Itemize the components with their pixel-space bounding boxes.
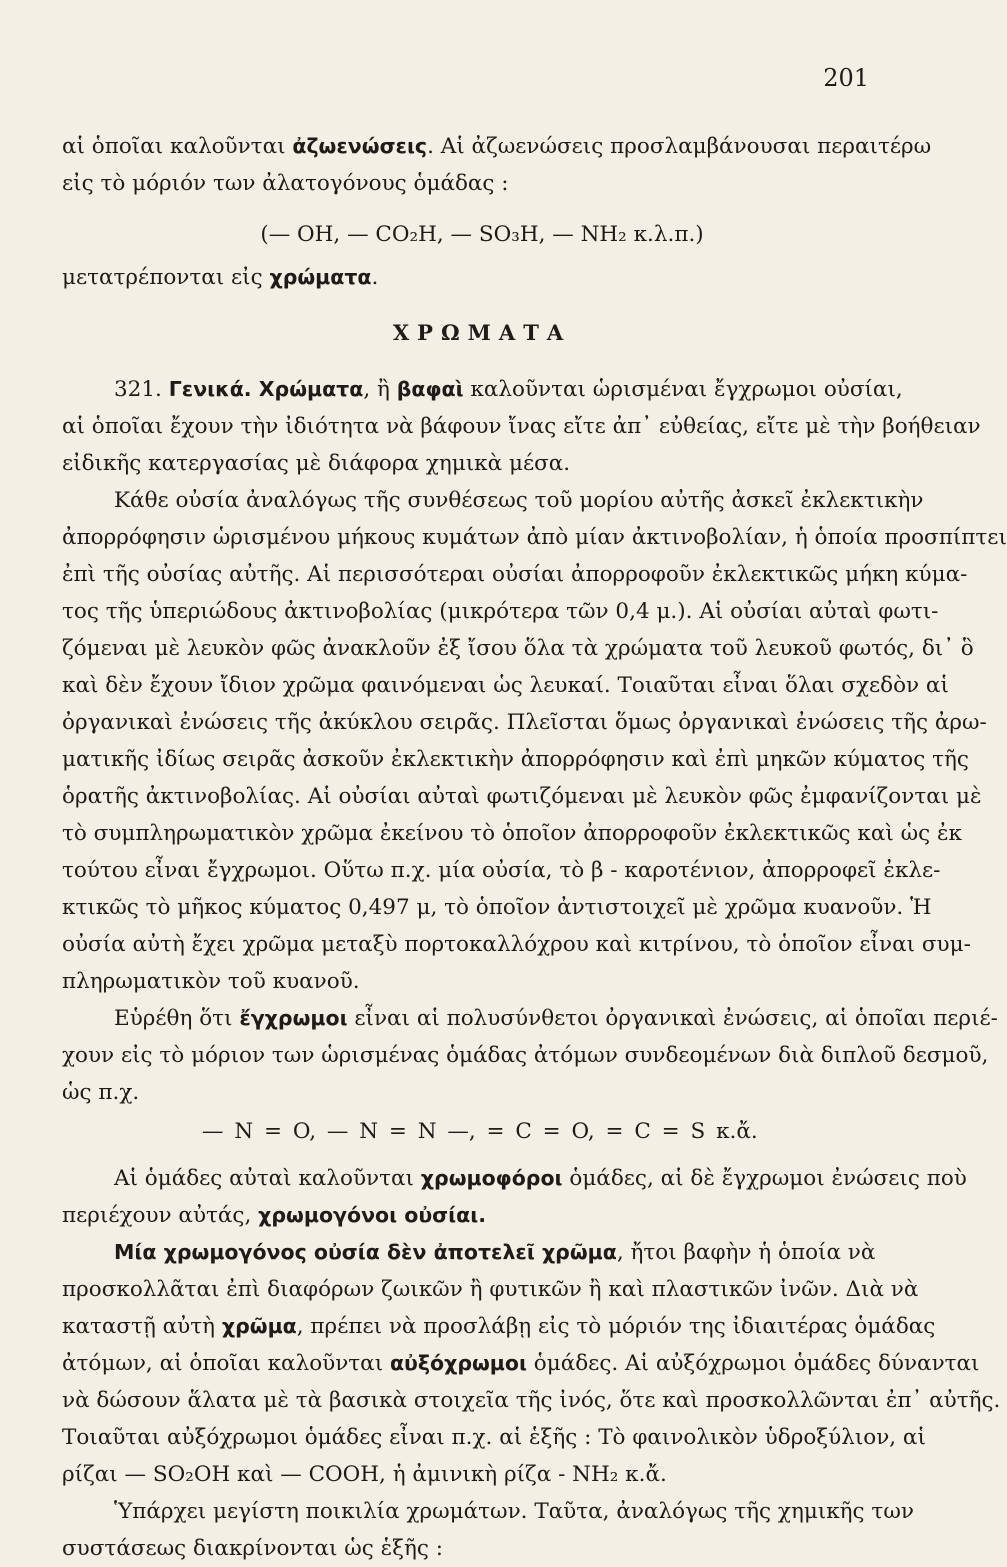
text-run: προσκολλᾶται ἐπὶ διαφόρων ζωικῶν ἢ φυτικῶν ἢ καὶ πλαστικῶν ἰνῶν. Διὰ νὰ xyxy=(62,1277,919,1302)
text-run: ὁμάδες, αἱ δὲ ἔγχρωμοι ἐνώσεις ποὺ xyxy=(562,1166,967,1191)
text-line xyxy=(62,667,949,704)
text-run: καλοῦνται ὡρισμέναι ἔγχρωμοι οὐσίαι, xyxy=(463,377,903,402)
text-run: . xyxy=(371,265,379,290)
text-run: Ὑπάρχει μεγίστη ποικιλία χρωμάτων. Ταῦτα, ἀναλόγως τῆς χημικῆς των xyxy=(114,1499,914,1524)
text-run: ΧΡΩΜΑΤΑ xyxy=(392,320,572,345)
text-line xyxy=(62,630,974,667)
text-run: εἶναι αἱ πολυσύνθετοι ὀργανικαὶ ἐνώσεις, αἱ ὁποῖαι περιέ- xyxy=(347,1006,998,1031)
text-run: Αἱ ὁμάδες αὐταὶ καλοῦνται xyxy=(114,1166,421,1191)
text-line xyxy=(62,926,971,963)
text-run: περιέχουν αὐτάς, xyxy=(62,1203,259,1228)
text-line xyxy=(62,741,969,778)
text-line xyxy=(62,778,982,815)
text-run: , ἤτοι βαφὴν ἡ ὁποία νὰ xyxy=(616,1240,876,1265)
text-run: καὶ δὲν ἔχουν ἴδιον χρῶμα φαινόμεναι ὡς λευκαί. Τοιαῦται εἶναι ὅλαι σχεδὸν αἱ xyxy=(62,673,949,698)
text-line xyxy=(62,1308,936,1345)
text-line xyxy=(62,1197,902,1234)
text-run: , ἢ xyxy=(363,377,397,402)
text-line xyxy=(62,128,932,165)
bold-term: βαφαὶ xyxy=(396,377,464,401)
text-run: — N = O, — N = N —, = C = O, = C = S κ.ἄ. xyxy=(202,1119,758,1144)
text-run: ματικῆς ἰδίως σειρᾶς ἀσκοῦν ἐκλεκτικὴν ἀπορρόφησιν καὶ ἐπὶ μηκῶν κύματος τῆς xyxy=(62,747,969,772)
text-run: Κάθε οὐσία ἀναλόγως τῆς συνθέσεως τοῦ μορίου αὐτῆς ἀσκεῖ ἐκλεκτικὴν xyxy=(114,488,924,513)
text-run: αἱ ὁποῖαι ἔχουν τὴν ἰδιότητα νὰ βάφουν ἴνας εἴτε ἀπ᾽ εὐθείας, εἴτε μὲ τὴν βοήθειαν xyxy=(62,414,981,439)
text-line xyxy=(62,852,941,889)
text-run: μετατρέπονται εἰς xyxy=(62,265,270,290)
text-line xyxy=(62,1234,902,1271)
text-line xyxy=(62,815,962,852)
body-text xyxy=(62,128,1007,1567)
page-number: 201 xyxy=(823,64,869,92)
text-run: αἱ ὁποῖαι καλοῦνται xyxy=(62,134,293,159)
bold-term: Γενικά. Χρώματα xyxy=(168,377,364,401)
bold-term: αὐξόχρωμοι xyxy=(389,1351,527,1375)
text-run: ὁμάδες. Αἱ αὐξόχρωμοι ὁμάδες δύνανται xyxy=(526,1351,980,1376)
text-line xyxy=(62,1074,902,1111)
text-line xyxy=(62,408,981,445)
text-line xyxy=(62,1160,967,1197)
text-run: ὡς π.χ. xyxy=(62,1080,140,1105)
text-line xyxy=(62,889,932,926)
text-run: 321. xyxy=(114,377,169,402)
text-run: εἰδικῆς κατεργασίας μὲ διάφορα χημικὰ μέσα. xyxy=(62,451,571,476)
bold-term: ἀζωενώσεις xyxy=(292,134,428,158)
text-line xyxy=(62,1271,919,1308)
text-run: χουν εἰς τὸ μόριον των ὡρισμένας ὁμάδας ἀτόμων συνδεομένων διὰ διπλοῦ δεσμοῦ, xyxy=(62,1043,989,1068)
text-line xyxy=(62,556,968,593)
text-line xyxy=(62,1419,926,1456)
bold-term: χρωμογόνοι οὐσίαι. xyxy=(258,1203,486,1227)
text-line xyxy=(62,445,902,482)
text-line xyxy=(62,1493,914,1530)
text-run: ἀτόμων, αἱ ὁποῖαι καλοῦνται xyxy=(62,1351,390,1376)
text-line xyxy=(62,259,902,296)
text-run: τὸ συμπληρωματικὸν χρῶμα ἐκείνου τὸ ὁποῖον ἀπορροφοῦν ἐκλεκτικῶς καὶ ὡς ἐκ xyxy=(62,821,962,846)
text-run: καταστῇ αὐτὴ xyxy=(62,1314,222,1339)
text-run: Τοιαῦται αὐξόχρωμοι ὁμάδες εἶναι π.χ. αἱ ἑξῆς : Τὸ φαινολικὸν ὑδροξύλιον, αἱ xyxy=(62,1425,926,1450)
text-line xyxy=(62,371,902,408)
text-run: τούτου εἶναι ἔγχρωμοι. Οὕτω π.χ. μία οὐσία, τὸ β - καροτένιον, ἀπορροφεῖ ἐκλε- xyxy=(62,858,941,883)
text-run: ζόμεναι μὲ λευκὸν φῶς ἀνακλοῦν ἐξ ἴσου ὅλα τὰ χρώματα τοῦ λευκοῦ φωτός, δι᾽ ὃ xyxy=(62,636,974,661)
text-run: ὀργανικαὶ ἐνώσεις τῆς ἀκύκλου σειρᾶς. Πλεῖσται ὅμως ὀργανικαὶ ἐνώσεις τῆς ἀρω- xyxy=(62,710,987,735)
text-run: . Αἱ ἀζωενώσεις προσλαμβάνουσαι περαιτέρω xyxy=(427,134,932,159)
text-line xyxy=(62,1345,980,1382)
text-run: ρίζαι — SO₂OH καὶ — COOH, ἡ ἀμινικὴ ρίζα - NH₂ κ.ἄ. xyxy=(62,1462,667,1487)
text-run: , πρέπει νὰ προσλάβῃ εἰς τὸ μόριόν της ἰδιαιτέρας ὁμάδας xyxy=(296,1314,936,1339)
text-line xyxy=(62,704,987,741)
text-run: νὰ δώσουν ἅλατα μὲ τὰ βασικὰ στοιχεῖα τῆς ἰνός, ὅτε καὶ προσκολλῶνται ἐπ᾽ αὐτῆς. xyxy=(62,1388,1001,1413)
text-run: Εὑρέθη ὅτι xyxy=(114,1006,240,1031)
text-line xyxy=(62,165,902,202)
text-run: τος τῆς ὑπεριώδους ἀκτινοβολίας (μικρότερα τῶν 0,4 μ.). Αἱ οὐσίαι αὐταὶ φωτι- xyxy=(62,599,939,624)
text-line xyxy=(62,593,939,630)
text-run: συστάσεως διακρίνονται ὡς ἑξῆς : xyxy=(62,1536,444,1561)
bold-term: Μία χρωμογόνος οὐσία δὲν ἀποτελεῖ χρῶμα xyxy=(114,1240,617,1264)
bold-term: ἔγχρωμοι xyxy=(239,1006,348,1030)
text-run: εἰς τὸ μόριόν των ἀλατογόνους ὁμάδας : xyxy=(62,171,509,196)
text-line xyxy=(62,519,1007,556)
text-run: οὐσία αὐτὴ ἔχει χρῶμα μεταξὺ πορτοκαλλόχρου καὶ κιτρίνου, τὸ ὁποῖον εἶναι συμ- xyxy=(62,932,971,957)
text-run: ἀπορρόφησιν ὡρισμένου μήκους κυμάτων ἀπὸ μίαν ἀκτινοβολίαν, ἡ ὁποία προσπίπτει xyxy=(62,525,1007,550)
text-run: ὁρατῆς ἀκτινοβολίας. Αἱ οὐσίαι αὐταὶ φωτιζόμεναι μὲ λευκὸν φῶς ἐμφανίζονται μὲ xyxy=(62,784,982,809)
bold-term: χρώματα xyxy=(269,265,372,289)
text-line xyxy=(62,1000,998,1037)
text-line xyxy=(62,482,924,519)
text-line xyxy=(62,963,902,1000)
text-run: (— OH, — CO₂H, — SO₃H, — NH₂ κ.λ.π.) xyxy=(260,222,704,247)
text-run: πληρωματικὸν τοῦ κυανοῦ. xyxy=(62,969,360,994)
text-line xyxy=(62,1382,1001,1419)
text-run: ἐπὶ τῆς οὐσίας αὐτῆς. Αἱ περισσότεραι οὐσίαι ἀπορροφοῦν ἐκλεκτικῶς μήκη κύμα- xyxy=(62,562,968,587)
formula-line xyxy=(62,216,902,253)
section-heading xyxy=(62,314,902,351)
bold-term: χρωμοφόροι xyxy=(420,1166,563,1190)
bold-term: χρῶμα xyxy=(221,1314,297,1338)
text-line xyxy=(62,1037,989,1074)
text-run: κτικῶς τὸ μῆκος κύματος 0,497 μ, τὸ ὁποῖον ἀντιστοιχεῖ μὲ χρῶμα κυανοῦν. Ἡ xyxy=(62,895,932,920)
text-line xyxy=(62,1456,902,1493)
text-line xyxy=(62,1530,902,1567)
formula-line xyxy=(62,1113,902,1150)
